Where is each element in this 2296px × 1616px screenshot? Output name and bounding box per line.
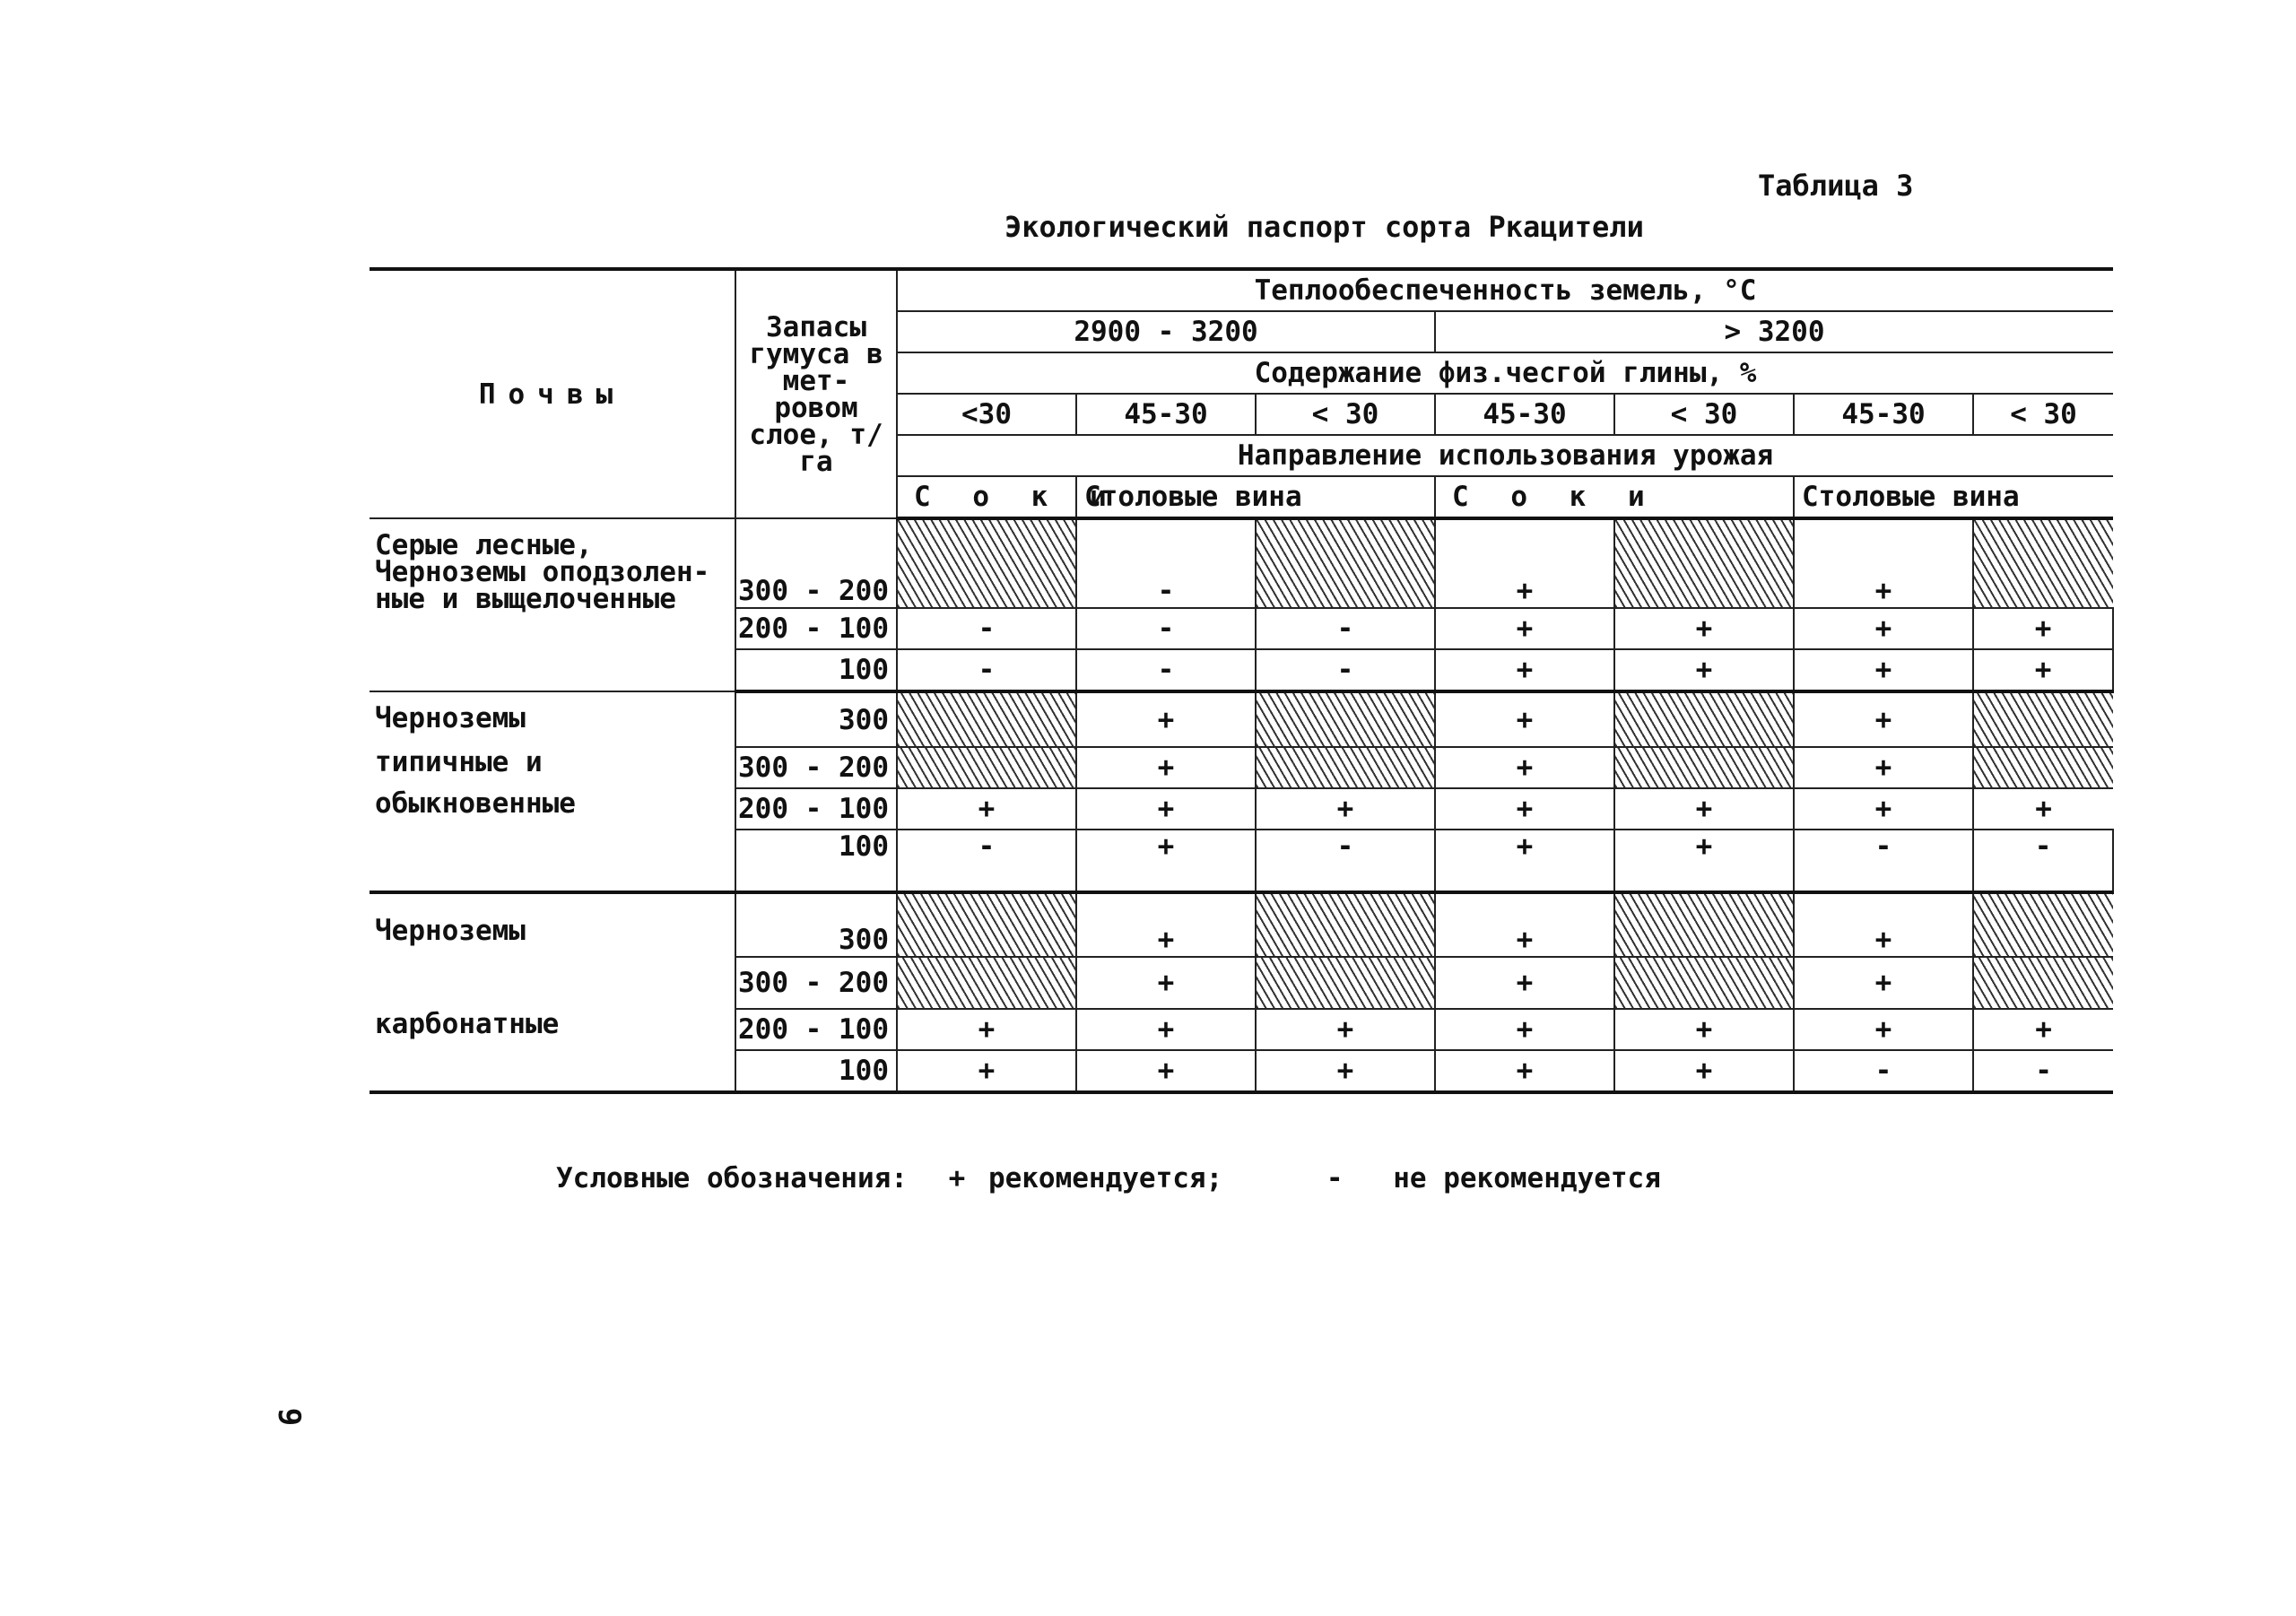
usage-col-juice-2: С о к и: [1435, 476, 1794, 518]
hatched-cell: [897, 691, 1076, 747]
table-cell: +: [1435, 608, 1614, 649]
clay-col: 45-30: [1794, 394, 1973, 435]
table-cell: +: [1614, 1050, 1794, 1092]
table-cell: +: [1614, 830, 1794, 892]
clay-col: 45-30: [1435, 394, 1614, 435]
hatched-cell: [1256, 518, 1435, 608]
table-cell: +: [1076, 747, 1256, 788]
hatched-cell: [1973, 518, 2113, 608]
table-cell: +: [1435, 788, 1614, 830]
usage-col-wine-2: Столовые вина: [1794, 476, 2113, 518]
soil-group-2-line-1: Черноземы: [370, 691, 735, 747]
soil-group-2-spacer: [370, 830, 735, 892]
clay-col: < 30: [1256, 394, 1435, 435]
humus-value: 300 - 200: [735, 747, 897, 788]
humus-value: 100: [735, 1050, 897, 1092]
table-cell: +: [1076, 788, 1256, 830]
table-cell: +: [1076, 1009, 1256, 1050]
table-cell: +: [1076, 691, 1256, 747]
table-cell: +: [1256, 788, 1435, 830]
soils-header: Почвы: [370, 269, 735, 518]
table-cell: +: [1794, 892, 1973, 957]
clay-header: Содержание физ.чесгой глины, %: [897, 352, 2113, 394]
table-cell: -: [1973, 830, 2113, 892]
humus-value: 200 - 100: [735, 1009, 897, 1050]
table-title: Экологический паспорт сорта Ркацители: [1004, 210, 1644, 244]
table-cell: -: [1076, 518, 1256, 608]
hatched-cell: [897, 747, 1076, 788]
soil-group-1: Серые лесные, Черноземы оподзолен- ные и выщелоченные: [370, 518, 735, 691]
table-cell: -: [1794, 830, 1973, 892]
humus-value: 200 - 100: [735, 608, 897, 649]
table-cell: +: [1614, 608, 1794, 649]
table-cell: +: [1794, 747, 1973, 788]
table-cell: -: [1973, 1050, 2113, 1092]
soil-group-2-line-2: типичные и: [370, 747, 735, 788]
table-cell: +: [1256, 1050, 1435, 1092]
table-cell: -: [1256, 608, 1435, 649]
table-cell: +: [1794, 1009, 1973, 1050]
usage-header: Направление использования урожая: [897, 435, 2113, 476]
table-cell: -: [897, 830, 1076, 892]
table-cell: +: [1435, 1050, 1614, 1092]
soil-group-3-line-2: [370, 957, 735, 1009]
humus-value: 200 - 100: [735, 788, 897, 830]
table-cell: +: [1973, 788, 2113, 830]
soil-group-3-spacer: [370, 1050, 735, 1092]
table-cell: -: [1256, 830, 1435, 892]
table-cell: +: [1256, 1009, 1435, 1050]
table-cell: +: [1794, 691, 1973, 747]
hatched-cell: [1256, 957, 1435, 1009]
table-cell: +: [1614, 1009, 1794, 1050]
table-cell: +: [1794, 788, 1973, 830]
table-cell: +: [1076, 830, 1256, 892]
table-cell: -: [897, 649, 1076, 691]
hatched-cell: [1614, 892, 1794, 957]
humus-value: 100: [735, 649, 897, 691]
legend-minus-symbol: -: [1326, 1162, 1344, 1195]
hatched-cell: [1256, 691, 1435, 747]
table-cell: +: [1794, 649, 1973, 691]
heat-range-1: 2900 - 3200: [897, 311, 1435, 352]
humus-header: Запасы гумуса в мет- ровом слое, т/га: [735, 269, 897, 518]
legend: [556, 1162, 1661, 1195]
table-cell: +: [1435, 1009, 1614, 1050]
soil-group-2-line-3: обыкновенные: [370, 788, 735, 830]
legend-label: Условные обозначения:: [556, 1162, 908, 1195]
table-cell: +: [1435, 747, 1614, 788]
table-cell: +: [1794, 518, 1973, 608]
legend-plus-text: рекомендуется;: [987, 1162, 1223, 1195]
hatched-cell: [1973, 892, 2113, 957]
table-cell: -: [1256, 649, 1435, 691]
hatched-cell: [1614, 691, 1794, 747]
legend-minus-text: не рекомендуется: [1393, 1162, 1661, 1195]
table-cell: +: [1794, 957, 1973, 1009]
table-cell: +: [1435, 518, 1614, 608]
soil-group-3-line-1: Черноземы: [370, 892, 735, 957]
clay-col: 45-30: [1076, 394, 1256, 435]
table-cell: +: [1076, 957, 1256, 1009]
table-cell: +: [1614, 788, 1794, 830]
humus-value: 300 - 200: [735, 518, 897, 608]
usage-col-wine-1: Столовые вина: [1076, 476, 1435, 518]
table-cell: +: [1614, 649, 1794, 691]
heat-header: Теплообеспеченность земель, °С: [897, 269, 2113, 311]
soil-group-3-line-3: карбонатные: [370, 1009, 735, 1050]
table-cell: +: [1435, 830, 1614, 892]
hatched-cell: [1614, 747, 1794, 788]
page-number: 9: [271, 1407, 308, 1427]
table-cell: +: [1076, 1050, 1256, 1092]
hatched-cell: [1973, 747, 2113, 788]
table-cell: -: [897, 608, 1076, 649]
table-cell: +: [897, 1009, 1076, 1050]
hatched-cell: [1614, 957, 1794, 1009]
clay-col: <30: [897, 394, 1076, 435]
table-cell: -: [1076, 608, 1256, 649]
table-cell: +: [897, 788, 1076, 830]
table-cell: -: [1794, 1050, 1973, 1092]
hatched-cell: [897, 957, 1076, 1009]
table-cell: +: [1435, 649, 1614, 691]
humus-value: 300: [735, 892, 897, 957]
humus-value: 100: [735, 830, 897, 892]
table-cell: +: [1973, 1009, 2113, 1050]
table-cell: +: [1435, 892, 1614, 957]
clay-col: < 30: [1614, 394, 1794, 435]
table-cell: +: [1973, 608, 2113, 649]
table-cell: +: [897, 1050, 1076, 1092]
hatched-cell: [897, 518, 1076, 608]
table-cell: -: [1076, 649, 1256, 691]
table-cell: +: [1076, 892, 1256, 957]
humus-value: 300: [735, 691, 897, 747]
hatched-cell: [897, 892, 1076, 957]
hatched-cell: [1256, 747, 1435, 788]
table-cell: +: [1435, 691, 1614, 747]
hatched-cell: [1614, 518, 1794, 608]
ecological-passport-table: [370, 267, 2114, 1094]
humus-value: 300 - 200: [735, 957, 897, 1009]
hatched-cell: [1256, 892, 1435, 957]
usage-col-juice-1: С о к и: [897, 476, 1076, 518]
heat-range-2: > 3200: [1435, 311, 2113, 352]
legend-plus-symbol: +: [948, 1162, 966, 1195]
table-caption: Таблица 3: [1758, 169, 1914, 203]
table-cell: +: [1435, 957, 1614, 1009]
hatched-cell: [1973, 957, 2113, 1009]
clay-col: < 30: [1973, 394, 2113, 435]
table-cell: +: [1794, 608, 1973, 649]
table-cell: +: [1973, 649, 2113, 691]
hatched-cell: [1973, 691, 2113, 747]
